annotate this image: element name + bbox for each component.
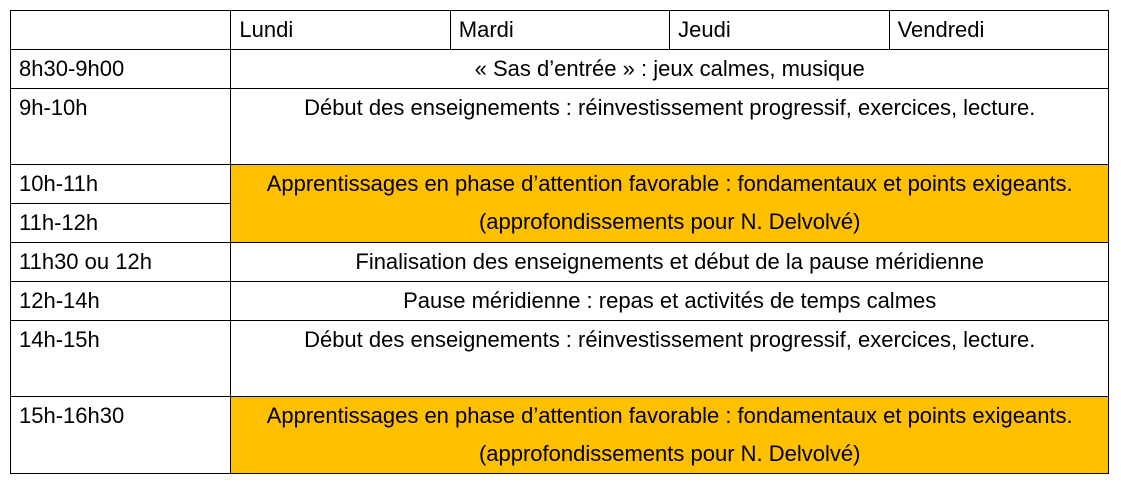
time-cell: 14h-15h xyxy=(11,321,231,397)
day-header-lundi: Lundi xyxy=(231,11,450,50)
activity-cell: « Sas d’entrée » : jeux calmes, musique xyxy=(231,50,1109,89)
day-header-mardi: Mardi xyxy=(450,11,669,50)
highlighted-activity-cell: Apprentissages en phase d’attention favorable : fondamentaux et points exigeants. (approfondissements pour N. Delvolvé) xyxy=(231,397,1109,474)
time-cell: 8h30-9h00 xyxy=(11,50,231,89)
table-row xyxy=(11,282,1109,321)
table-row xyxy=(11,50,1109,89)
table-row xyxy=(11,397,1109,474)
time-cell: 9h-10h xyxy=(11,89,231,165)
highlighted-activity-cell: Apprentissages en phase d’attention favorable : fondamentaux et points exigeants. (approfondissements pour N. Delvolvé) xyxy=(231,165,1109,243)
table-row xyxy=(11,243,1109,282)
activity-cell: Pause méridienne : repas et activités de temps calmes xyxy=(231,282,1109,321)
time-cell: 12h-14h xyxy=(11,282,231,321)
day-header-vendredi: Vendredi xyxy=(889,11,1108,50)
time-cell: 10h-11h xyxy=(11,165,231,204)
activity-cell: Finalisation des enseignements et début de la pause méridienne xyxy=(231,243,1109,282)
table-row xyxy=(11,321,1109,397)
table-row xyxy=(11,89,1109,165)
header-corner-cell xyxy=(11,11,231,50)
weekly-schedule-table xyxy=(10,10,1109,474)
activity-cell: Début des enseignements : réinvestissement progressif, exercices, lecture. xyxy=(231,89,1109,165)
table-row xyxy=(11,165,1109,204)
header-row xyxy=(11,11,1109,50)
day-header-jeudi: Jeudi xyxy=(670,11,889,50)
time-cell: 15h-16h30 xyxy=(11,397,231,474)
activity-cell: Début des enseignements : réinvestissement progressif, exercices, lecture. xyxy=(231,321,1109,397)
time-cell: 11h-12h xyxy=(11,204,231,243)
time-cell: 11h30 ou 12h xyxy=(11,243,231,282)
